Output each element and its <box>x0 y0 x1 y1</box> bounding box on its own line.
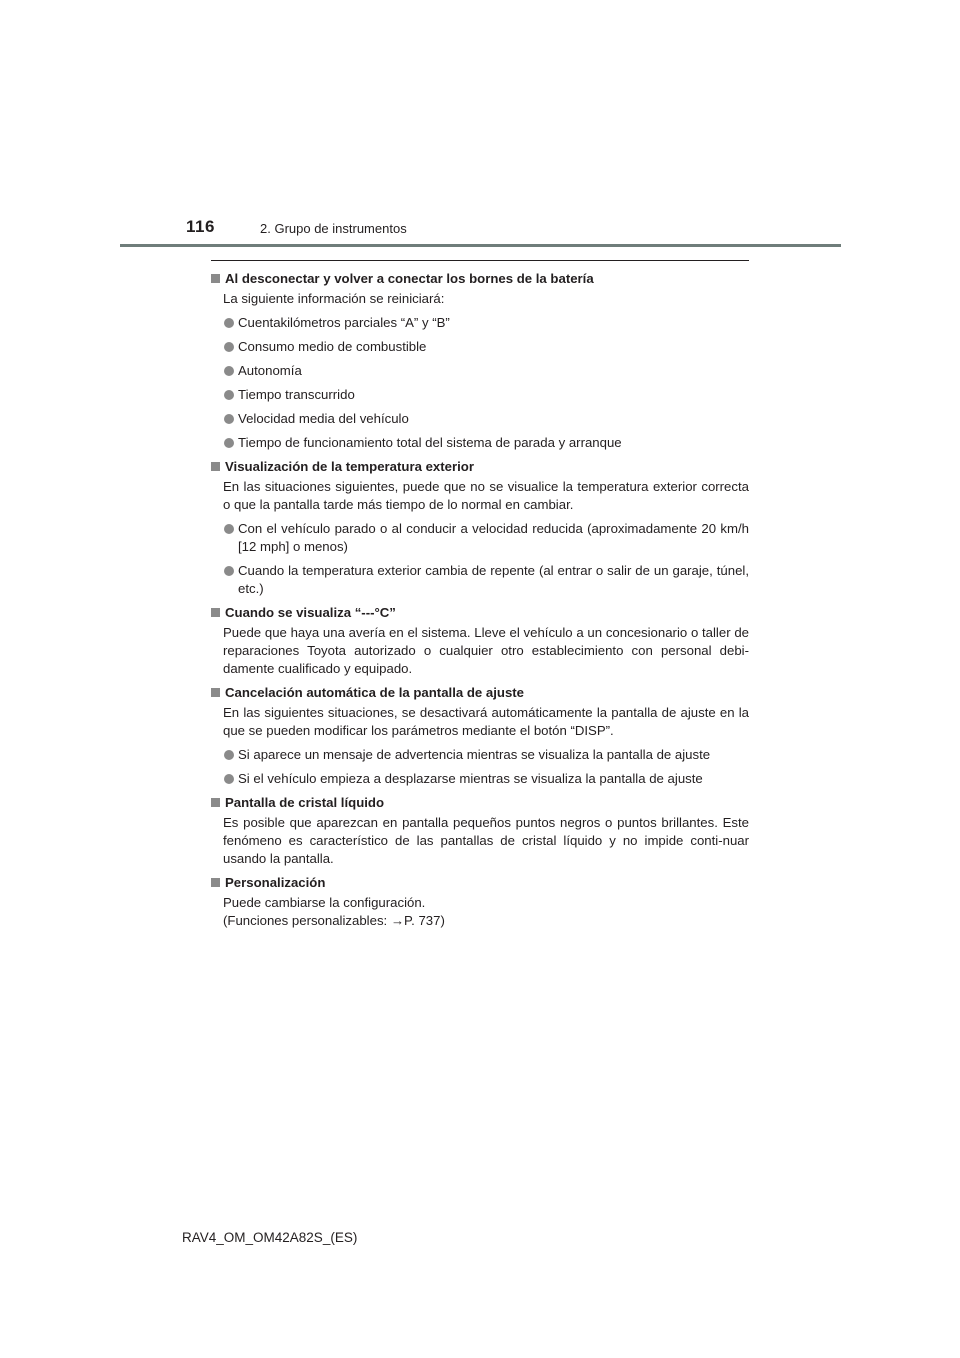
bullet-dot-icon <box>224 318 234 328</box>
bullet-dot-icon <box>224 366 234 376</box>
footer-code: RAV4_OM_OM42A82S_(ES) <box>182 1230 358 1245</box>
section-heading: Visualización de la temperatura exterior <box>211 458 749 476</box>
section-heading: Personalización <box>211 874 749 892</box>
section-customization <box>211 874 749 930</box>
bullet-dot-icon <box>224 342 234 352</box>
list-item: Con el vehículo parado o al conducir a velocidad reducida (aproximadamente 20 km/h [12 mph] o menos) <box>211 520 749 556</box>
section-battery <box>211 270 749 452</box>
bullet-dot-icon <box>224 750 234 760</box>
section-text: Puede que haya una avería en el sistema. Lleve el vehículo a un concesionario o taller de reparaciones Toyota autorizado o cualquier otro establecimiento con personal debi-damente cualificado y equipado. <box>223 625 749 676</box>
section-text: Es posible que aparezcan en pantalla pequeños puntos negros o puntos brillantes. Este fenómeno es característico de las pantallas de cristal líquido y no impide conti-nuar usando la pantalla. <box>223 815 749 866</box>
section-text: Puede cambiarse la configuración. <box>223 895 426 910</box>
section-heading: Cuando se visualiza “---°C” <box>211 604 749 622</box>
section-reference-link[interactable]: (Funciones personalizables: →P. 737) <box>223 913 445 928</box>
list-item: Cuentakilómetros parciales “A” y “B” <box>211 314 749 332</box>
bullet-dot-icon <box>224 390 234 400</box>
square-bullet-icon <box>211 688 220 697</box>
square-bullet-icon <box>211 608 220 617</box>
bullet-dot-icon <box>224 566 234 576</box>
list-item: Si el vehículo empieza a desplazarse mientras se visualiza la pantalla de ajuste <box>211 770 749 788</box>
section-text: La siguiente información se reiniciará: <box>223 291 445 306</box>
list-item: Velocidad media del vehículo <box>211 410 749 428</box>
square-bullet-icon <box>211 798 220 807</box>
list-item: Si aparece un mensaje de advertencia mientras se visualiza la pantalla de ajuste <box>211 746 749 764</box>
list-item: Consumo medio de combustible <box>211 338 749 356</box>
bullet-dot-icon <box>224 438 234 448</box>
page-number: 116 <box>186 217 215 236</box>
section-outside-temperature <box>211 458 749 598</box>
square-bullet-icon <box>211 462 220 471</box>
bullet-dot-icon <box>224 524 234 534</box>
header-rule <box>120 244 841 247</box>
bullet-dot-icon <box>224 774 234 784</box>
content <box>211 270 749 936</box>
section-lcd <box>211 794 749 868</box>
section-dashes <box>211 604 749 678</box>
section-auto-cancel <box>211 684 749 788</box>
list-item: Cuando la temperatura exterior cambia de repente (al entrar o salir de un garaje, túnel, etc.) <box>211 562 749 598</box>
section-text: En las situaciones siguientes, puede que no se visualice la temperatura exterior correcta o que la pantalla tarde más tiempo de lo normal en cambiar. <box>223 479 749 512</box>
section-rule <box>211 260 749 261</box>
section-heading: Al desconectar y volver a conectar los bornes de la batería <box>211 270 749 288</box>
list-item: Tiempo transcurrido <box>211 386 749 404</box>
chapter-title: 2. Grupo de instrumentos <box>260 221 407 236</box>
list-item: Autonomía <box>211 362 749 380</box>
section-heading: Pantalla de cristal líquido <box>211 794 749 812</box>
square-bullet-icon <box>211 878 220 887</box>
section-heading: Cancelación automática de la pantalla de ajuste <box>211 684 749 702</box>
square-bullet-icon <box>211 274 220 283</box>
bullet-dot-icon <box>224 414 234 424</box>
list-item: Tiempo de funcionamiento total del sistema de parada y arranque <box>211 434 749 452</box>
section-text: En las siguientes situaciones, se desactivará automáticamente la pantalla de ajuste en la que se pueden modificar los parámetros mediante el botón “DISP”. <box>223 705 749 738</box>
